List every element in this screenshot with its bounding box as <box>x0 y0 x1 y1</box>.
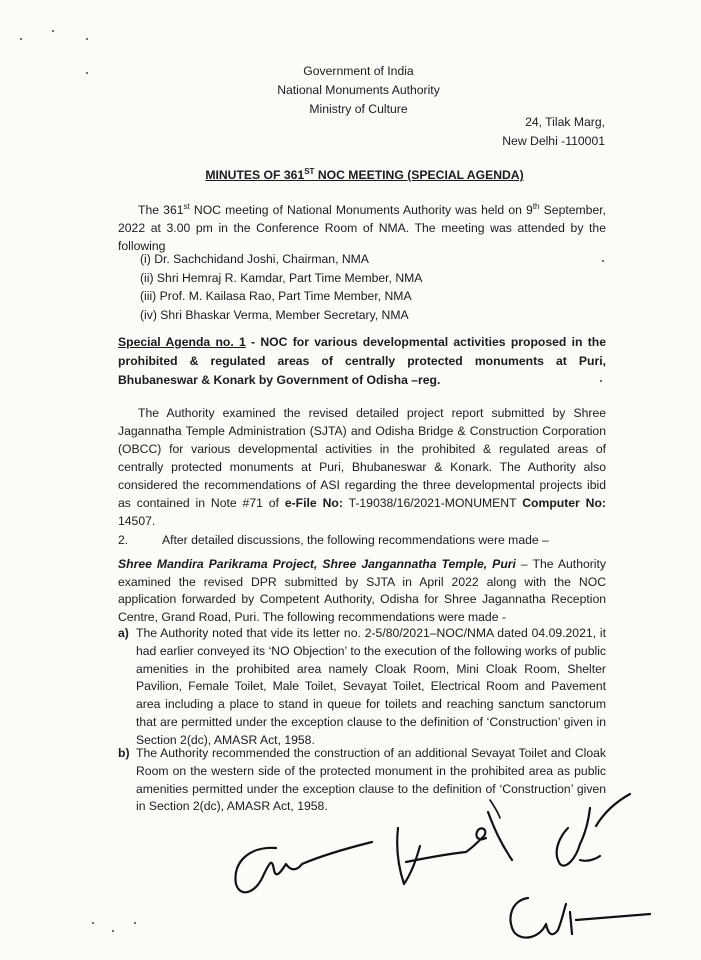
signature-member-2 <box>557 794 630 866</box>
address-street: 24, Tilak Marg, <box>525 115 605 129</box>
attendee-item: (i) Dr. Sachchidand Joshi, Chairman, NMA <box>140 252 369 266</box>
authority-text: The Authority examined the revised detailed project report submitted by Shree Jagannatha Temple Administration (SJTA) and Odisha Bridge & Construction Corporation (OBCC) for various developmental activities in the prohibited & regulated areas of centrally protected monuments at Puri, Bhubaneswar & Konark. The Authority also considered the recommendations of ASI regarding the three developmental projects ibid as contained in Note #71 of <box>118 406 606 510</box>
item-text: The Authority noted that vide its letter no. 2-5/80/2021–NOC/NMA dated 04.09.2021, it had earlier conveyed its ‘NO Objection’ to the execution of the following works of public amenities in the prohibited area namely Cloak Room, Mini Cloak Room, Shelter Pavilion, Female Toilet, Male Toilet, Sevayat Toilet, Electrical Room and Pavement area including a place to stand in queue for toilets and reaching sanctum sanctorum that are permitted under the exception clause to the definition of ‘Construction’ given in Section 2(dc), AMASR Act, 1958. <box>136 626 606 747</box>
paragraph-number: 2. <box>118 533 129 547</box>
letterhead-line-authority: National Monuments Authority <box>277 83 440 97</box>
letterhead-line-ministry: Ministry of Culture <box>309 102 408 116</box>
item-text: The Authority recommended the construction of an additional Sevayat Toilet and Cloak Room on the western side of the protected monument in the prohibited area as public amenities permitted under the exception clause to the definition of ‘Construction’ given in Section 2(dc), AMASR Act, 1958. <box>136 746 606 814</box>
address-city: New Delhi -110001 <box>502 134 605 148</box>
item-label: a) <box>118 626 129 640</box>
efile-label: e-File No: <box>284 496 343 510</box>
paragraph-3-text: – The Authority examined the revised DPR submitted by SJTA in April 2022 along with the NOC application forwarded by Competent Authority, Odisha for Shree Jagannatha Reception Centre, Grand Road, Puri. The following recommendations were made - <box>118 557 606 624</box>
intro-sup-2: th <box>532 202 540 211</box>
signature-member-secretary <box>510 898 650 938</box>
signature-member-1 <box>397 812 512 884</box>
intro-text-2: NOC meeting of National Monuments Authority was held on 9 <box>189 203 533 218</box>
intro-text-1: The 361 <box>138 203 184 218</box>
attendee-item: (iii) Prof. M. Kailasa Rao, Part Time Member, NMA <box>140 289 412 303</box>
attendee-item: (ii) Shri Hemraj R. Kamdar, Part Time Member, NMA <box>140 270 423 285</box>
title-text: MINUTES OF 361 <box>205 168 305 183</box>
title-text-rest: NOC MEETING (SPECIAL AGENDA) <box>314 168 524 183</box>
paragraph-2-text: After detailed discussions, the following recommendations were made – <box>162 533 549 547</box>
letterhead-line-government: Government of India <box>303 64 414 78</box>
intro-sup-1: st <box>183 202 190 211</box>
title-superscript: ST <box>304 167 315 176</box>
efile-number: T-19038/16/2021-MONUMENT <box>342 496 523 510</box>
computer-number: 14507. <box>118 514 156 528</box>
item-label: b) <box>118 746 130 760</box>
project-heading: Shree Mandira Parikrama Project, Shree Jangannatha Temple, Puri <box>118 557 516 571</box>
intro-text-3: September, 2022 at 3.00 pm in the Conference Room of NMA. The meeting was attended by the following <box>118 203 606 254</box>
signature-chairman <box>235 842 372 892</box>
special-agenda-text: - NOC for various developmental activities proposed in the prohibited & regulated areas of centrally protected monuments at Puri, Bhubaneswar & Konark by Government of Odisha –reg. <box>118 335 606 387</box>
attendee-item: (iv) Shri Bhaskar Verma, Member Secretary, NMA <box>140 307 409 322</box>
special-agenda-label: Special Agenda no. 1 <box>118 335 246 349</box>
computer-label: Computer No: <box>522 496 606 510</box>
